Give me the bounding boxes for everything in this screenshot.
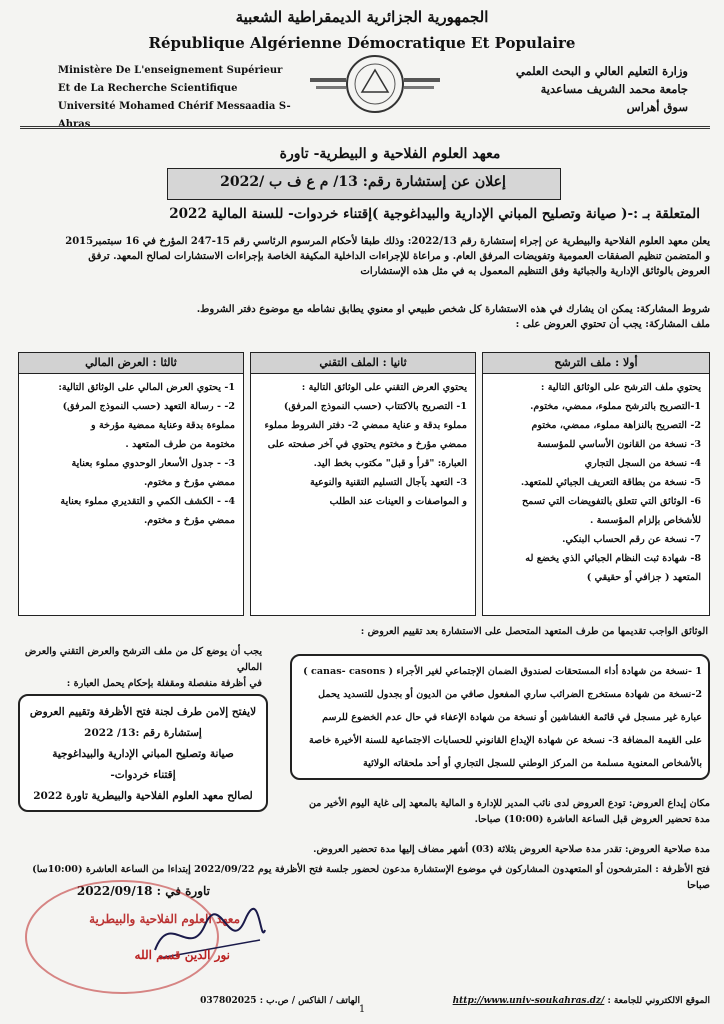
ministry-line: جامعة محمد الشريف مساعدية xyxy=(540,82,688,96)
validity-line: مدة صلاحية العروض: تقدر مدة صلاحية العروض بثلاثة (03) أشهر مضاف إليها مدة تحضير العروض. xyxy=(313,844,710,855)
intro-line: و المتضمن تنظيم الصفقات العمومية وتفويضات المرفق العام. و مراعاة للإجراءات الداخلية المكيفة الخاصة بإجراءات الاستشارات لصالح المعهد. ترفق xyxy=(88,251,710,262)
financial-offer-box xyxy=(18,352,244,616)
box-line: ممضي مؤرخ و مختوم يحتوي في آخر صفحته على xyxy=(267,439,467,450)
republic-title-ar: الجمهورية الجزائرية الديمقراطية الشعبية xyxy=(235,8,489,26)
box-line: 1-التصريح بالترشح مملوء، ممضي، مختوم. xyxy=(530,401,701,412)
envelope-label xyxy=(28,702,258,807)
box-line: مملوء بدقة و عناية ممضي 2- دفتر الشروط مملوء xyxy=(264,420,467,431)
phone-number: 037802025 xyxy=(200,996,257,1006)
ministry-line: Ministère De L'enseignement Supérieur xyxy=(58,65,283,76)
header-divider xyxy=(20,126,710,129)
box-line: و المواصفات و العينات عند الطلب xyxy=(329,496,467,507)
box-line: مختومة من طرف المتعهد . xyxy=(125,439,235,450)
intro-line: العروض بالوثائق الإدارية والجبائية وفق التنظيم المعمول به في مثل هذه الإستشارات xyxy=(360,266,710,277)
box-line: 3- نسخة من القانون الأساسي للمؤسسة xyxy=(537,439,701,450)
box-line: العبارة: "قرأ و قبل" مكتوب بخط اليد. xyxy=(313,458,467,469)
conditions-line: ملف المشاركة: يجب أن تحتوي العروض على : xyxy=(515,319,710,330)
intro-paragraph xyxy=(20,234,710,279)
envelope-label-box xyxy=(18,694,268,812)
box-title: أولا : ملف الترشح xyxy=(483,353,709,374)
candidature-file-box xyxy=(482,352,710,616)
required-docs-box xyxy=(290,654,710,780)
box-line: للأشخاص بإلزام المؤسسة . xyxy=(589,515,701,526)
box-line: 4- نسخة من السجل التجاري xyxy=(584,458,701,469)
phone-label: الهاتف / الفاكس / ص.ب : xyxy=(259,996,360,1006)
box-line: 4- - الكشف الكمي و التقديري مملوء بعناية xyxy=(60,496,235,507)
box-line: 5- نسخة من بطاقة التعريف الجبائي للمتعهد. xyxy=(520,477,701,488)
ministry-line: وزارة التعليم العالي و البحث العلمي xyxy=(515,64,688,78)
website-label: الموقع الالكتروني للجامعة : xyxy=(607,996,710,1006)
box-line: ممضي مؤرخ و مختوم. xyxy=(143,477,235,488)
box-line: 6- الوثائق التي تتعلق بالتفويضات التي تسمح xyxy=(522,496,701,507)
required-doc-line: عبارة غير مسجل في قائمة الغشاشين أو نسخة من شهادة الإعفاء في حال عدم الخضوع للرسم xyxy=(322,712,702,723)
required-doc-line: على القيمة المضافة 3- نسخة عن شهادة الإيداع القانوني للحسابات الاجتماعية للسنة الأخيرة خاصة xyxy=(308,735,702,746)
conditions-line: شروط المشاركة: يمكن ان يشارك في هذه الاستشارة كل شخص طبيعي او معنوي يطابق نشاطه مع موضوع دفتر الشروط. xyxy=(196,304,710,315)
box-line: 7- نسخة عن رقم الحساب البنكي. xyxy=(562,534,701,545)
box-line: ممضي مؤرخ و مختوم. xyxy=(143,515,235,526)
envelope-label-line: إقتناء خردوات- xyxy=(110,769,176,781)
envelope-label-line: إستشارة رقم :13/ 2022 xyxy=(84,727,202,739)
ministry-block-ar xyxy=(470,62,688,116)
intro-line: يعلن معهد العلوم الفلاحية والبيطرية عن إجراء إستشارة رقم 2022/13: وذلك طبقا لأحكام المرسوم الرئاسي رقم 15-247 المؤرخ في 16 سبتمبر2015 xyxy=(65,236,710,247)
stamp-text: معهد العلوم الفلاحية والبيطرية xyxy=(89,912,240,926)
box-line: 3- - جدول الأسعار الوحدوي مملوء بعناية xyxy=(71,458,235,469)
required-doc-line: 2-نسخة من شهادة مستخرج الضرائب ساري المفعول صافي من الديون أو بجدول للتسديد يحمل xyxy=(318,689,702,700)
box-line: المتعهد ( جزافي أو حقيقي ) xyxy=(586,572,701,583)
director-name: نور الدين قسم الله xyxy=(134,948,230,962)
envelope-label-line: لصالح معهد العلوم الفلاحية والبيطرية تاورة 2022 xyxy=(33,790,253,802)
place-date: تاورة في : 2022/09/18 xyxy=(76,884,210,898)
deposit-line: مدة تحضير العروض قبل الساعة العاشرة (10:00) صباحا. xyxy=(474,814,710,825)
box-line: 8- شهادة ثبت النظام الجبائي الذي يخضع له xyxy=(525,553,701,564)
box-line: 2- التصريح بالنزاهة مملوء، ممضي، مختوم xyxy=(531,420,701,431)
ministry-block-fr xyxy=(58,62,298,134)
box-line: 3- التعهد بآجال التسليم التقنية والنوعية xyxy=(310,477,467,488)
ministry-line: Université Mohamed Chérif Messaadia S-Ahras xyxy=(58,101,291,130)
box-body xyxy=(483,374,709,591)
envelope-note-line: يجب أن يوضع كل من ملف الترشح والعرض التقني والعرض المالي xyxy=(24,646,262,673)
technical-file-box xyxy=(250,352,476,616)
box-line: يحتوي ملف الترشح على الوثائق التالية : xyxy=(540,382,701,393)
box-line: يحتوي العرض التقني على الوثائق التالية : xyxy=(301,382,467,393)
required-docs-title: الوثائق الواجب تقديمها من طرف المتعهد المتحصل على الاستشارة بعد تقييم العروض : xyxy=(360,626,708,637)
ministry-line: Et de La Recherche Scientifique xyxy=(58,83,238,94)
envelope-label-line: صيانة وتصليح المباني الإدارية والبيداغوجية xyxy=(52,748,234,760)
opening-line: فتح الأظرفة : المترشحون أو المتعهدون المشاركون في موضوع الإستشارة مدعون لحضور جلسة فتح الأظرفة يوم 2022/09/22 إبتداءا من الساعة العاشرة (10:00سا) صباحا xyxy=(32,864,710,891)
page-number: 1 xyxy=(358,1004,366,1015)
notice-title: إعلان عن إستشارة رقم: 13/ م ع ف ب /2022 xyxy=(220,174,506,190)
deposit-line: مكان إيداع العروض: تودع العروض لدى نائب المدير للإدارة و المالية بالمعهد إلى غاية اليوم الأخير من xyxy=(308,798,710,809)
subject-line: المتعلقة بـ :-( صيانة وتصليح المباني الإدارية والبيداغوجية )إقتناء خردوات- للسنة المالية 2022 xyxy=(169,206,700,222)
box-body xyxy=(19,374,243,534)
required-doc-line: بالأشخاص المعنوية مسلمة من المركز الوطني للسجل التجاري أو أحد ملحقاته الولائية xyxy=(363,758,702,769)
box-title: ثالثا : العرض المالي xyxy=(19,353,243,374)
deposit-paragraph xyxy=(290,796,710,828)
required-docs-list xyxy=(298,660,702,775)
box-line: 1- التصريح بالاكتتاب (حسب النموذج المرفق) xyxy=(283,401,467,412)
box-title: ثانيا : الملف التقني xyxy=(251,353,475,374)
required-doc-line: 1 -نسخة من شهادة أداء المستحقات لصندوق الضمان الإجتماعي لغير الأجراء ( canas- casons ) xyxy=(303,666,702,677)
envelope-note xyxy=(22,644,262,692)
box-line: 2- - رسالة التعهد (حسب النموذج المرفق) xyxy=(62,401,235,412)
envelope-label-line: لايفتح إلامن طرف لجنة فتح الأظرفة وتقييم العروض xyxy=(29,706,257,718)
conditions-paragraph xyxy=(20,302,710,332)
website-link[interactable]: http://www.univ-soukahras.dz/ xyxy=(452,996,605,1006)
box-line: مملوءة بدقة وعناية ممضية مؤرخة و xyxy=(91,420,235,431)
institute-name: معهد العلوم الفلاحية و البيطرية- تاورة xyxy=(279,146,501,162)
envelope-note-line: في أظرفة منفصلة ومقفلة بإحكام يحمل العبارة : xyxy=(66,678,262,689)
box-line: 1- يحتوي العرض المالي على الوثائق التالية: xyxy=(58,382,235,393)
box-body xyxy=(251,374,475,515)
university-logo-icon xyxy=(300,48,450,120)
republic-title-fr: République Algérienne Démocratique Et Populaire xyxy=(148,34,576,52)
ministry-line: سوق أهراس xyxy=(626,100,688,114)
